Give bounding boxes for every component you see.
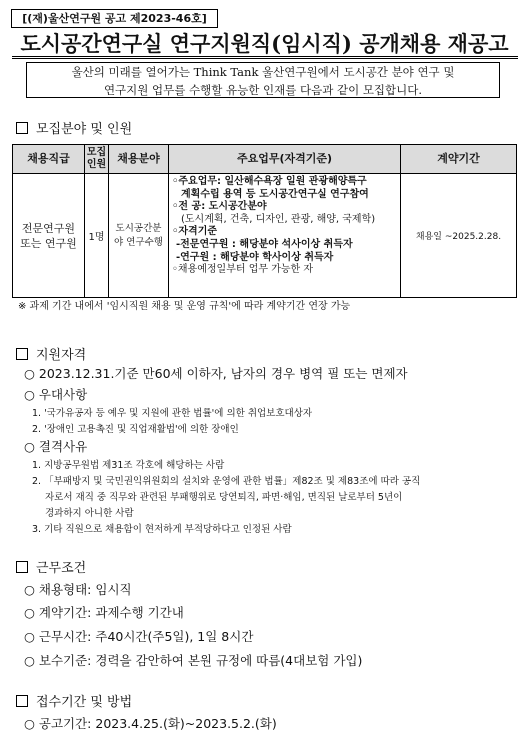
table-row: [13, 174, 517, 298]
intro-line-1: 울산의 미래를 열어가는 Think Tank 울산연구원에서 도시공간 분야 연구 및: [71, 65, 455, 79]
qual-pref-1: 1. '국가유공자 등 예우 및 지원에 관한 법률'에 의한 취업보호대상자: [32, 408, 313, 419]
qual-disq-2a: 2. 「부패방지 및 국민권익위원회의 설치와 운영에 관한 법률」제82조 및 제83조에 따라 공직: [32, 476, 421, 487]
checkbox-square-icon: [16, 695, 28, 707]
qual-disq-title: ○ 결격사유: [24, 439, 88, 454]
section-recruit-heading: [16, 118, 132, 137]
duty-line-5: ◦자격기준: [172, 226, 218, 238]
table-header-row: [13, 145, 517, 174]
cond-type: ○ 채용형태: 임시직: [24, 582, 132, 597]
section-period-heading: [16, 691, 132, 710]
cell-rank: 전문연구원 또는 연구원: [13, 174, 85, 298]
title-divider-top: [12, 56, 518, 57]
header-contract: 계약기간: [401, 145, 517, 174]
checkbox-square-icon: [16, 122, 28, 134]
header-rank: 채용직급: [13, 145, 85, 174]
section-conditions-title: 근무조건: [36, 561, 87, 576]
period-notice: ○ 공고기간: 2023.4.25.(화)~2023.5.2.(화): [24, 716, 277, 731]
section-conditions-heading: [16, 557, 86, 576]
duty-line-3: ◦전 공: 도시공간분야: [172, 201, 267, 213]
duty-line-7: -연구원 : 해당분야 학사이상 취득자: [176, 251, 334, 263]
checkbox-square-icon: [16, 561, 28, 573]
cell-contract: 채용일 ~2025.2.28.: [401, 174, 517, 298]
checkbox-square-icon: [16, 348, 28, 360]
duty-line-6: -전문연구원 : 해당분야 석사이상 취득자: [176, 238, 353, 250]
qual-disq-2c: 경과하지 아니한 사람: [45, 508, 134, 519]
table-note: ※ 과제 기간 내에서 '임시직원 채용 및 운영 규칙'에 따라 계약기간 연장 가능: [18, 301, 351, 312]
cell-count: 1명: [85, 174, 109, 298]
cell-field: 도시공간분야 연구수행: [109, 174, 169, 298]
qual-disq-1: 1. 지방공무원법 제31조 각호에 해당하는 사람: [32, 460, 225, 471]
duty-line-4: (도시계획, 건축, 디자인, 관광, 해양, 국제학): [181, 213, 376, 225]
qual-age: ○ 2023.12.31.기준 만60세 이하자, 남자의 경우 병역 필 또는 면제자: [24, 366, 408, 381]
section-qualification-heading: [16, 344, 86, 363]
qual-disq-2b: 자로서 재직 중 직무와 관련된 부패행위로 당연퇴직, 파면·해임, 면직된 날로부터 5년이: [45, 492, 403, 503]
header-field: 채용분야: [109, 145, 169, 174]
recruit-table: [12, 144, 517, 298]
section-period-title: 접수기간 및 방법: [36, 695, 133, 710]
qual-pref-2: 2. '장애인 고용촉진 및 직업재활법'에 의한 장애인: [32, 424, 239, 435]
header-duties: 주요업무(자격기준): [169, 145, 401, 174]
cond-contract: ○ 계약기간: 과제수행 기간내: [24, 605, 184, 620]
cell-duties: [169, 174, 401, 298]
intro-line-2: 연구지원 업무를 수행할 유능한 인재를 다음과 같이 모집합니다.: [103, 83, 423, 97]
cond-hours: ○ 근무시간: 주40시간(주5일), 1일 8시간: [24, 629, 254, 644]
cond-pay: ○ 보수기준: 경력을 감안하여 본원 규정에 따름(4대보험 가입): [24, 653, 363, 668]
duty-line-1: ◦주요업무: 일산해수욕장 일원 관광해양특구: [172, 176, 367, 187]
header-count: 모집인원: [85, 145, 109, 174]
qual-disq-3: 3. 기타 직원으로 채용함이 현저하게 부적당하다고 인정된 사람: [32, 524, 292, 535]
qual-pref-title: ○ 우대사항: [24, 387, 88, 402]
section-recruit-title: 모집분야 및 인원: [36, 122, 133, 137]
title-divider-bottom: [12, 58, 518, 59]
page-title: 도시공간연구실 연구지원직(임시직) 공개채용 재공고: [20, 31, 509, 56]
duty-line-2: 계획수립 용역 등 도시공간연구실 연구참여: [181, 188, 369, 200]
section-qualification-title: 지원자격: [36, 348, 87, 363]
intro-box: [26, 62, 500, 98]
duty-line-8: ◦채용예정일부터 업무 가능한 자: [172, 264, 314, 276]
notice-number: [(재)울산연구원 공고 제2023-46호]: [11, 9, 218, 28]
